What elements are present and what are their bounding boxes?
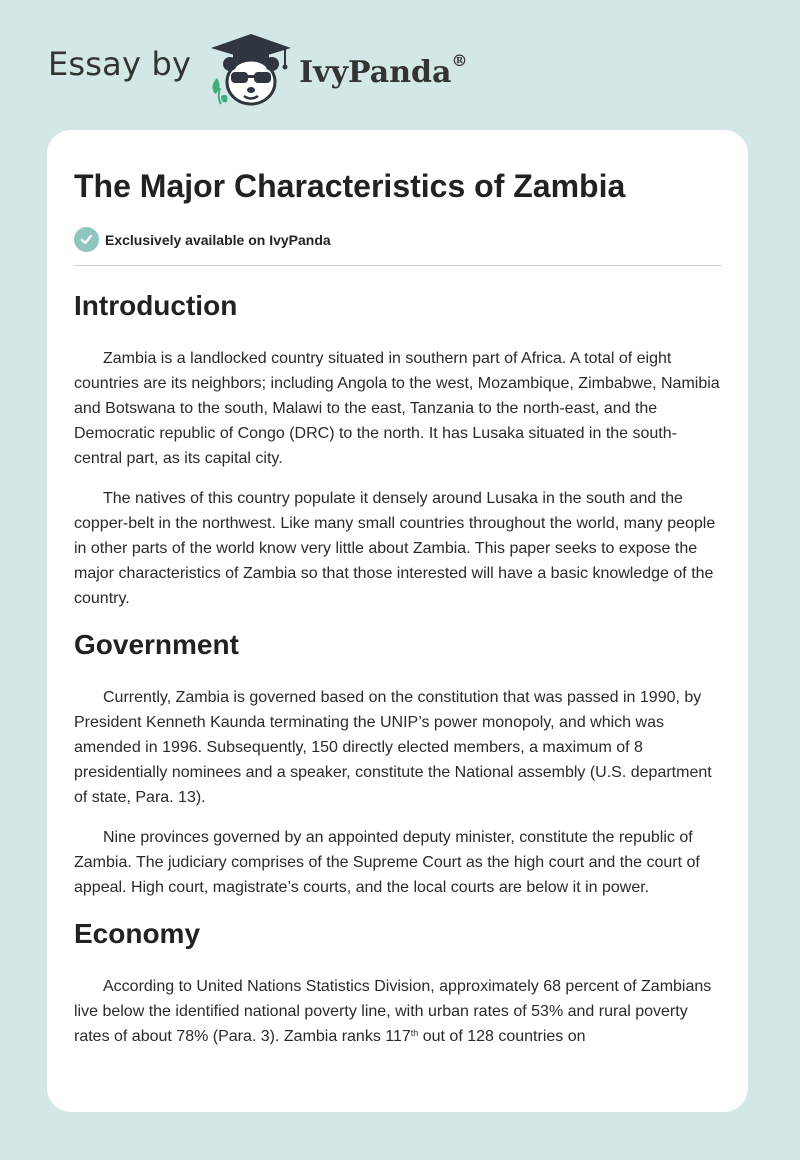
paragraph: Nine provinces governed by an appointed deputy minister, constitute the republic of Zambia. The judiciary comprises of the Supreme Court as the high court and the court of appeal. High court, magistrate’s courts, and the local courts are below it in power.: [74, 829, 700, 896]
exclusive-badge: [74, 227, 722, 252]
essay-card: [47, 130, 748, 1112]
panda-graduate-icon: [207, 30, 295, 110]
section-government: [74, 628, 722, 900]
divider: [74, 265, 722, 266]
paragraph: Currently, Zambia is governed based on the constitution that was passed in 1990, by President Kenneth Kaunda terminating the UNIP’s power monopoly, and which was amended in 1996. Subsequently, 150 directly elected members, a maximum of 8 presidentially nominees and a speaker, constitute the National assembly (U.S. department of state, Para. 13).: [74, 689, 712, 806]
check-icon: [74, 227, 99, 252]
section-heading: Economy: [74, 918, 201, 949]
page-title: The Major Characteristics of Zambia: [74, 168, 626, 204]
paragraph: The natives of this country populate it densely around Lusaka in the south and the copper-belt in the northwest. Like many small countries throughout the world, many people in other parts of the world know very little about Zambia. This paper seeks to expose the major characteristics of Zambia so that those interested will have a basic knowledge of the country.: [74, 490, 716, 607]
section-introduction: [74, 289, 722, 611]
section-heading: Introduction: [74, 290, 238, 321]
section-economy: [74, 917, 722, 1049]
badge-label: Exclusively available on IvyPanda: [105, 231, 331, 248]
brand-prefix: Essay by: [48, 45, 192, 83]
paragraph: According to United Nations Statistics Division, approximately 68 percent of Zambians live below the identified national poverty line, with urban rates of 53% and rural poverty rates of about 78% (Para. 3). Zambia ranks 117th out of 128 countries on: [74, 978, 712, 1045]
section-heading: Government: [74, 629, 239, 660]
brand-name: IvyPanda®: [299, 50, 468, 90]
paragraph: Zambia is a landlocked country situated in southern part of Africa. A total of eight countries are its neighbors; including Angola to the west, Mozambique, Zimbabwe, Namibia and Botswana to the south, Malawi to the east, Tanzania to the north-east, and the Democratic republic of Congo (DRC) to the north. It has Lusaka situated in the south-central part, as its capital city.: [74, 350, 720, 467]
essay-by-ivypanda-logo[interactable]: [48, 30, 488, 110]
ordinal-suffix: th: [410, 1028, 419, 1038]
